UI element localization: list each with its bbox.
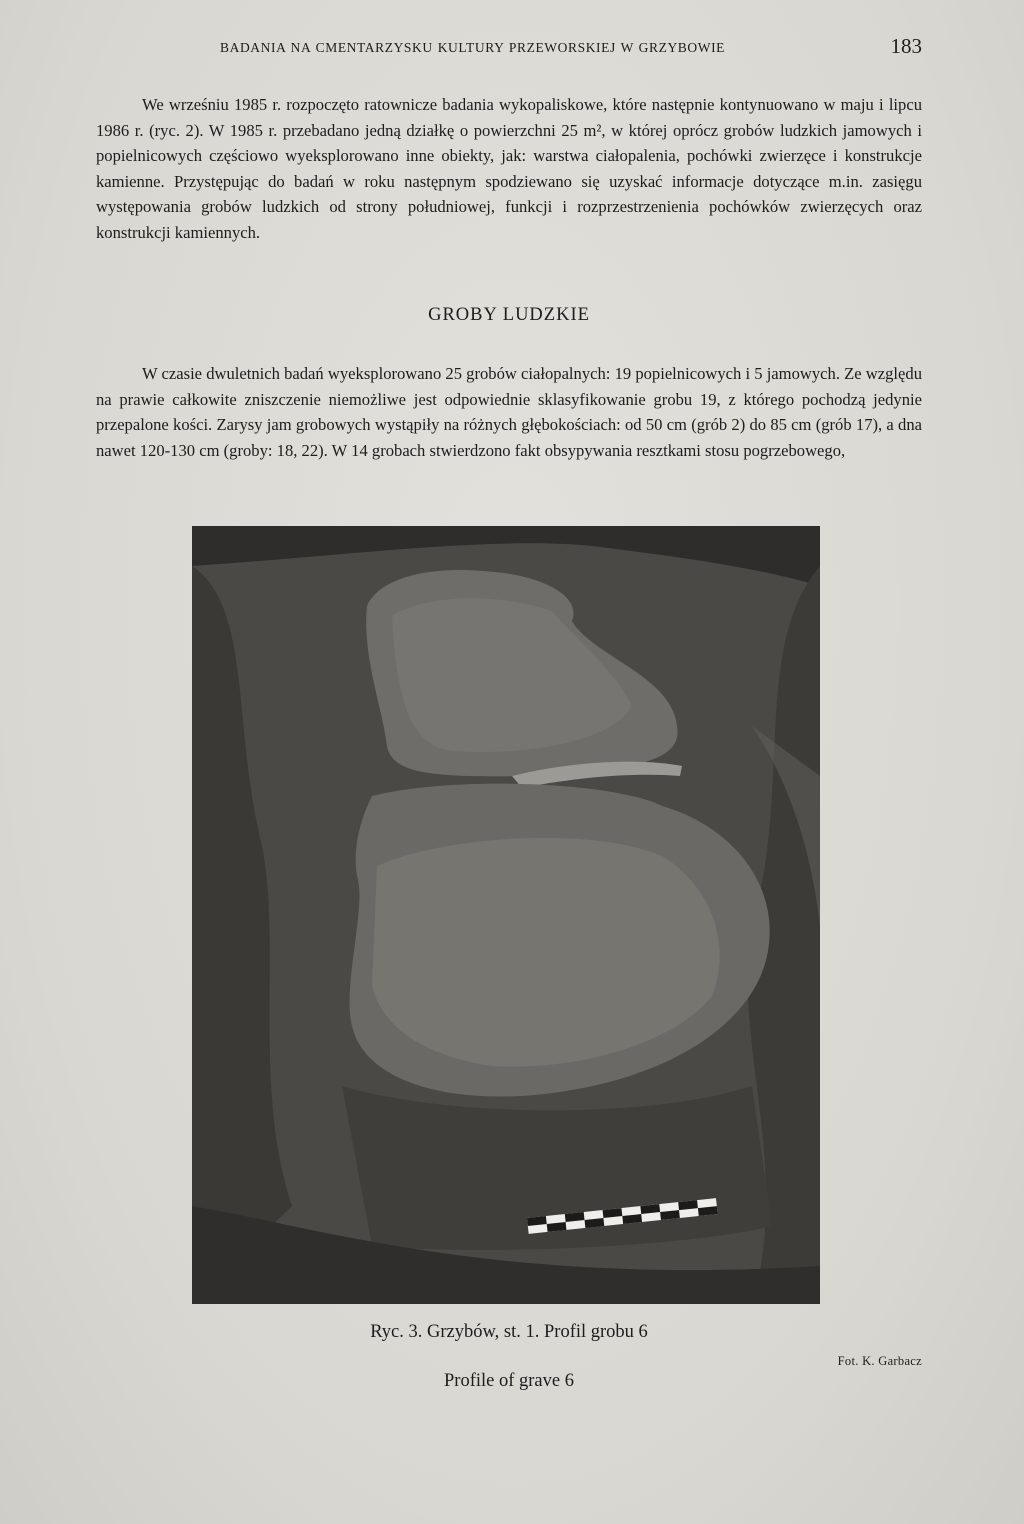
paragraph-intro: We wrześniu 1985 r. rozpoczęto ratownicze badania wykopaliskowe, które następnie kontynuowano w maju i lipcu 1986 r. (ryc. 2). W 1985 r. przebadano jedną działkę o powierzchni 25 m², w której oprócz grobów ludzkich jamowych i popielnicowych częściowo wyeksplorowano inne obiekty, jak: warstwa ciałopalenia, pochówki zwierzęce i konstrukcje kamienne. Przystępując do badań w roku następnym spodziewano się uzyskać informacje dotyczące m.in. zasięgu występowania grobów ludzkich od strony południowej, funkcji i rozprzestrzenienia pochówków zwierzęcych oraz konstrukcji kamiennych. (96, 95, 922, 242)
paragraph-graves: W czasie dwuletnich badań wyeksplorowano 25 grobów ciałopalnych: 19 popielnicowych i 5 jamowych. Ze względu na prawie całkowite zniszczenie niemożliwe jest odpowiednie sklasyfikowanie grobu 19, z którego pochodzą jedynie przepalone kości. Zarysy jam grobowych wystąpiły na różnych głębokościach: od 50 cm (grób 2) do 85 cm (grób 17), a dna nawet 120-130 cm (groby: 18, 22). W 14 grobach stwierdzono fakt obsypywania resztkami stosu pogrzebowego, (96, 364, 922, 460)
photo-illustration (192, 526, 820, 1304)
figure-caption-polish: Ryc. 3. Grzybów, st. 1. Profil grobu 6 (370, 1322, 648, 1342)
page-number: 183 (890, 34, 922, 58)
running-head (96, 36, 922, 60)
running-title: BADANIA NA CMENTARZYSKU KULTURY PRZEWORSKIEJ W GRZYBOWIE (220, 40, 726, 55)
section-heading: GROBY LUDZKIE (428, 305, 590, 325)
grave-profile-photo (192, 526, 820, 1304)
figure-caption-english: Profile of grave 6 (444, 1371, 574, 1391)
photo-credit: Fot. K. Garbacz (837, 1354, 922, 1368)
